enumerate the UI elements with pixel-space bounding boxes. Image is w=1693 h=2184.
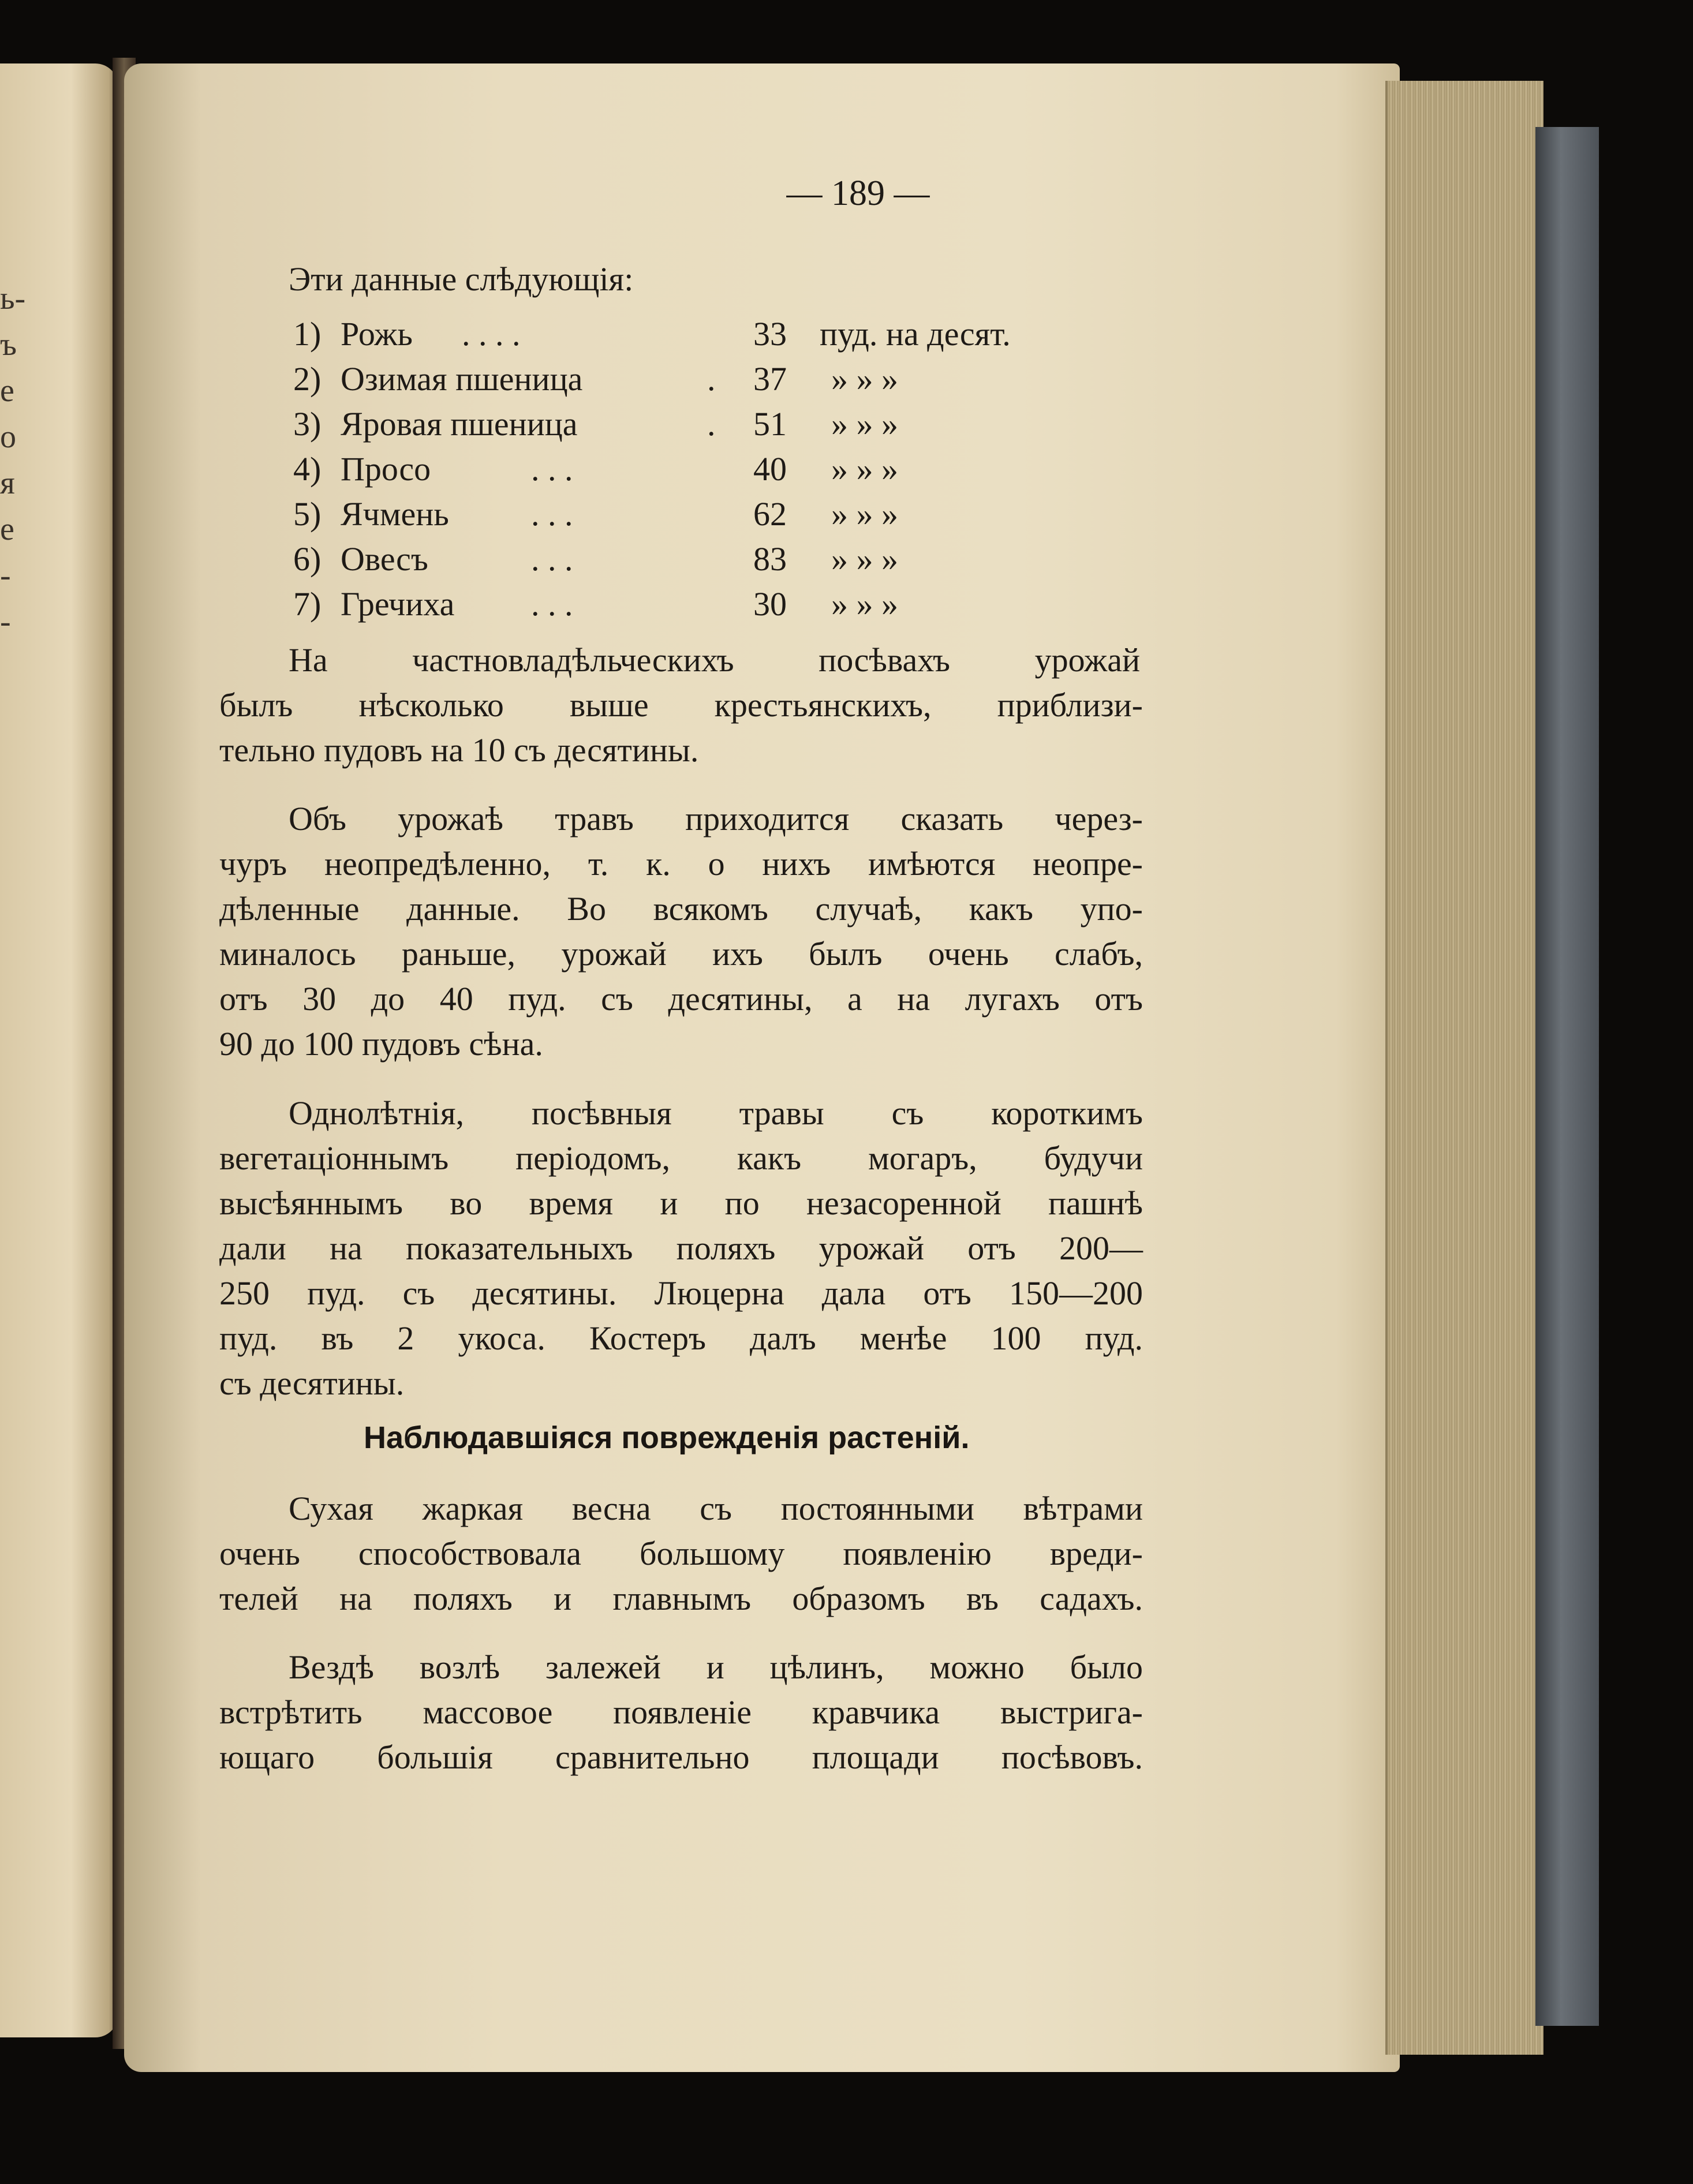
yield-unit: » » » — [831, 360, 898, 398]
text-line: миналось раньше, урожай ихъ былъ очень слабъ, — [219, 935, 1143, 973]
yield-unit: » » » — [831, 450, 898, 488]
leader-dots: . . . — [531, 450, 573, 488]
text-line: высѣяннымъ во время и по незасоренной пашнѣ — [219, 1184, 1143, 1222]
text-line: вегетаціоннымъ періодомъ, какъ могаръ, будучи — [219, 1139, 1143, 1177]
book-cover — [1535, 127, 1599, 2026]
left-page-fragment: ь- — [0, 281, 26, 316]
yield-unit: » » » — [831, 405, 898, 443]
leader-dots: . — [707, 405, 716, 443]
text-line: пуд. въ 2 укоса. Костеръ далъ менѣе 100 пуд. — [219, 1319, 1143, 1357]
text-line: дали на показательныхъ поляхъ урожай отъ 200— — [219, 1229, 1143, 1267]
row-number: 6) — [293, 540, 322, 578]
row-number: 4) — [293, 450, 322, 488]
row-number: 7) — [293, 585, 322, 623]
text-line: тельно пудовъ на 10 съ десятины. — [219, 731, 699, 769]
left-page-fragment: е — [0, 511, 14, 547]
text-line: ющаго большія сравнительно площади посѣвовъ. — [219, 1738, 1143, 1776]
yield-value: 40 — [753, 450, 787, 488]
text-line: встрѣтить массовое появленіе кравчика выстрига- — [219, 1693, 1143, 1731]
yield-value: 51 — [753, 405, 787, 443]
yield-value: 83 — [753, 540, 787, 578]
crop-name: Рожь — [341, 315, 413, 353]
text-line: 250 пуд. съ десятины. Люцерна дала отъ 150—200 — [219, 1274, 1143, 1312]
leader-dots: . . . . — [462, 315, 521, 353]
left-page-fragment: ъ — [0, 327, 17, 362]
page-edges — [1385, 81, 1543, 2055]
leader-dots: . . . — [531, 495, 573, 533]
crop-name: Просо — [341, 450, 431, 488]
text-line: Вездѣ возлѣ залежей и цѣлинъ, можно было — [289, 1648, 1143, 1686]
text-line: отъ 30 до 40 пуд. съ десятины, а на лугахъ отъ — [219, 980, 1143, 1018]
text-line: дѣленные данные. Во всякомъ случаѣ, какъ упо- — [219, 890, 1143, 928]
leader-dots: . — [707, 360, 716, 398]
row-number: 1) — [293, 315, 322, 353]
left-page-fragment: я — [0, 465, 15, 501]
page-number: — 189 — — [786, 174, 930, 213]
crop-name: Озимая пшеница — [341, 360, 583, 398]
previous-page — [0, 63, 118, 2037]
intro-line: Эти данные слѣдующія: — [289, 260, 634, 298]
yield-value: 30 — [753, 585, 787, 623]
left-page-fragment: - — [0, 604, 11, 640]
yield-unit: » » » — [831, 495, 898, 533]
text-line — [289, 641, 1143, 679]
yield-value: 62 — [753, 495, 787, 533]
text-line: 90 до 100 пудовъ сѣна. — [219, 1025, 543, 1063]
text-line: съ десятины. — [219, 1364, 405, 1402]
yield-unit: » » » — [831, 585, 898, 623]
crop-name: Гречиха — [341, 585, 455, 623]
left-page-fragment: о — [0, 419, 16, 455]
row-number: 5) — [293, 495, 322, 533]
leader-dots: . . . — [531, 540, 573, 578]
yield-unit: » » » — [831, 540, 898, 578]
text-line: чуръ неопредѣленно, т. к. о нихъ имѣются неопре- — [219, 845, 1143, 882]
crop-name: Ячмень — [341, 495, 449, 533]
leader-dots: . . . — [531, 585, 573, 623]
row-number: 2) — [293, 360, 322, 398]
text-line: Сухая жаркая весна съ постоянными вѣтрами — [289, 1490, 1143, 1527]
text-line: былъ нѣсколько выше крестьянскихъ, приблизи- — [219, 686, 1143, 724]
section-heading: Наблюдавшіяся поврежденія растеній. — [364, 1420, 970, 1455]
crop-name: Яровая пшеница — [341, 405, 578, 443]
crop-name: Овесъ — [341, 540, 428, 578]
row-number: 3) — [293, 405, 322, 443]
text-line-content: На частновладѣльческихъ посѣвахъ урожай — [289, 641, 1140, 679]
text-line: телей на поляхъ и главнымъ образомъ въ садахъ. — [219, 1580, 1143, 1617]
left-page-fragment: е — [0, 373, 14, 409]
yield-value: 33 — [753, 315, 787, 353]
left-page-fragment: - — [0, 558, 11, 593]
text-line: Однолѣтнія, посѣвныя травы съ короткимъ — [289, 1094, 1143, 1132]
text-line: Объ урожаѣ травъ приходится сказать через- — [289, 800, 1143, 837]
yield-value: 37 — [753, 360, 787, 398]
text-line: очень способствовала большому появленію вреди- — [219, 1535, 1143, 1572]
yield-unit: пуд. на десят. — [820, 315, 1011, 353]
